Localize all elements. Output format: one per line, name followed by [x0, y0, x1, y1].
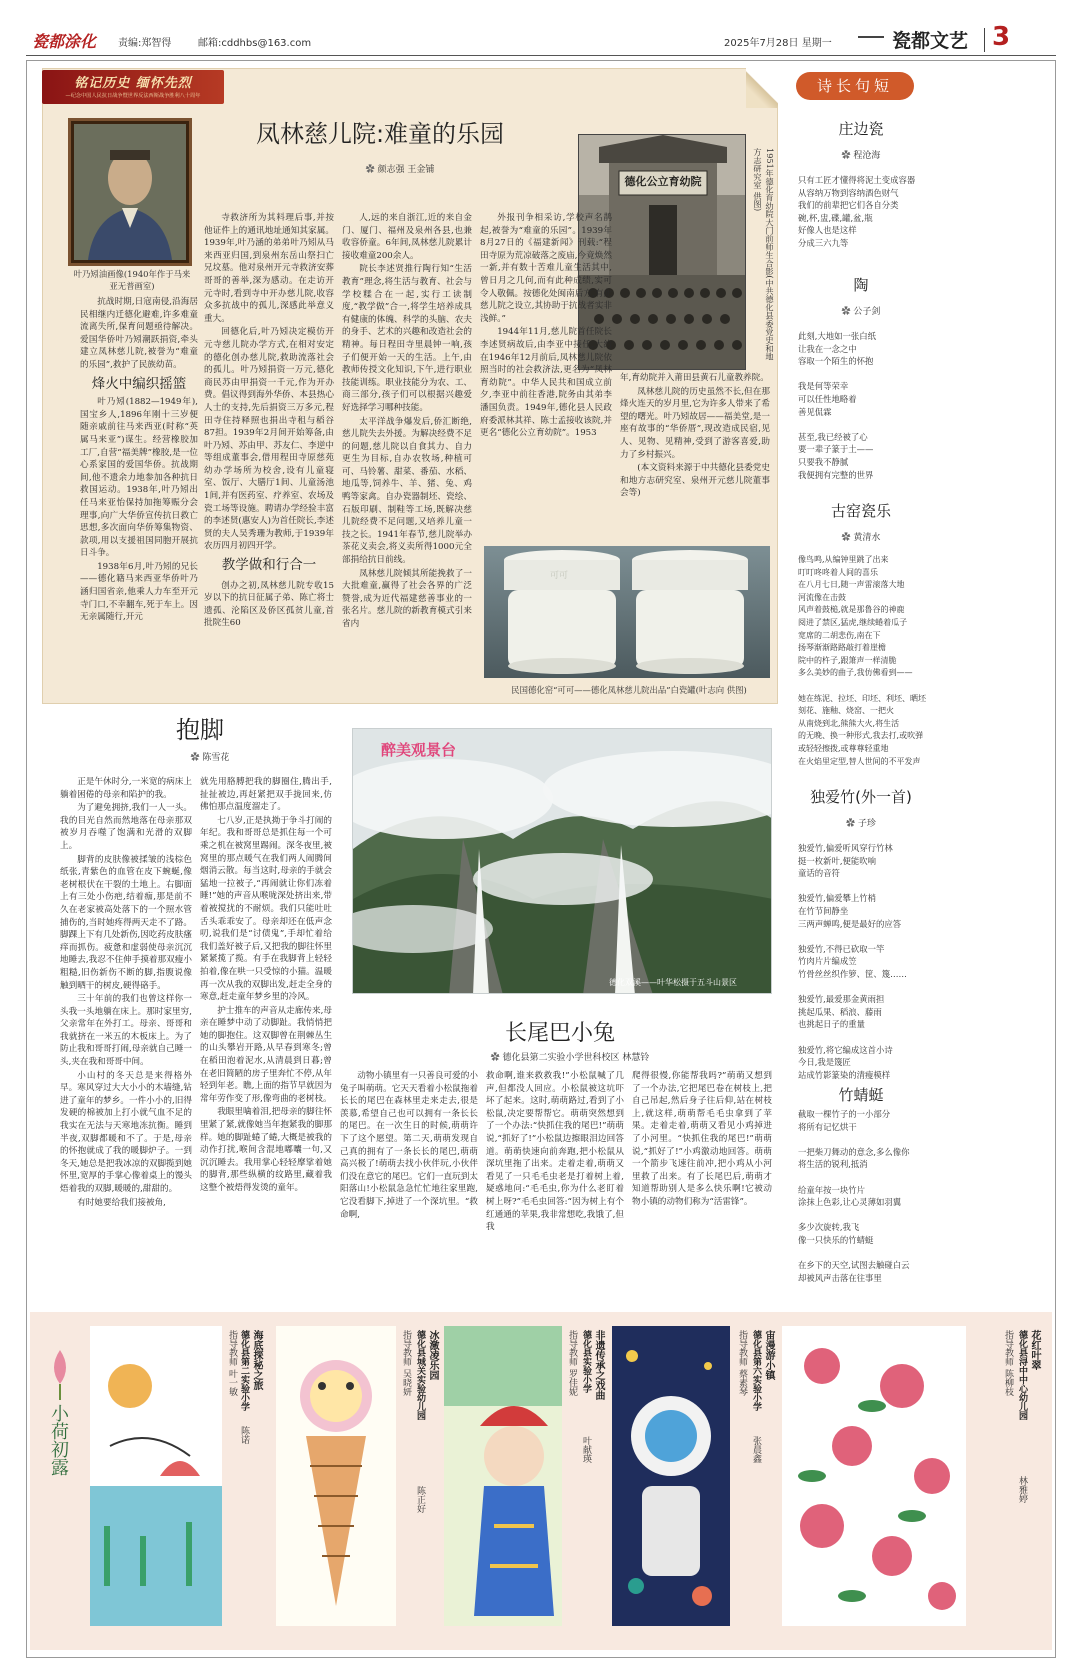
artwork-image [782, 1326, 966, 1626]
poem-title-3: 古窑瓷乐 [830, 502, 891, 520]
page-number: 3 [992, 22, 1011, 52]
masthead-logo: 瓷都涂化 [32, 32, 97, 51]
poem-author-4 [786, 816, 936, 829]
baojiao-paragraph: 七八岁,正是执拗于争斗打闹的年纪。我和哥哥总是抓住每一个可乘之机在被窝里踢闹。深冬夜里,被窝里的那点暖气在我们两人闹腾间烟消云散。每当这时,母亲的手就会猛地一拉被子,“再闹就让你们冻着睡!”她的声音从喉咙深处挤出来,带着被搅扰的不耐烦。我们只能吐吐舌头乖乖安了。母亲却还在低声念叨,说我们是“讨债鬼”,手却忙着给我们盖好被子后,又把我的脚往怀里紧紧揽了揽。有手在我脚背上轻轻拍着,像在哄一只受惊的小猫。温暖再一次从我的双脚出发,赶走全身的寒意,赶走童年梦乡里的冷风。 [200, 815, 332, 1003]
flower-icon: ✿ [841, 151, 854, 161]
art-teacher: 指导教师 罗佳妮 [567, 1330, 577, 1396]
jars-caption: 民国德化窑“可可——德化凤林慈儿院出品”白瓷罐(叶志向 供图) [511, 685, 747, 695]
feature-paragraph: 叶乃矧(1882—1949年),国宝乡人,1896年刚十三岁便随亲戚前往马来西亚(时称“英属马来亚”)谋生。经营橡胶加工厂,自营“福美牌”橡胶,是一位心系家国的爱国华侨。抗战期间,他不遗余力地参加各种抗日救国运动。1938年,叶乃矧出任马来亚怡保持加拖筹赈分会理事,向广大华侨宣传抗日救亡思想,多次面向华侨筹集物资、款项,用以支援祖国同胞开展抗日斗争。 [80, 397, 198, 559]
baojiao-paragraph: 就先用胳膊把我的脚圈住,腾出手,扯扯被边,再赶紧把双手拢回来,仿佛怕那点温度溜走了。 [200, 777, 332, 813]
rabbit-paragraph: 动物小镇里有一只善良可爱的小兔子叫萌萌。它天天看着小松鼠拖着长长的尾巴在森林里走来走去,很是羡慕,希望自己也可以拥有一条长长的尾巴。在一次生日的时候,萌萌许下了这个愿望。第二天,萌萌发现自己真的拥有了一条长长的尾巴,萌萌高兴极了!萌萌去找小伙伴玩,小伙伴们没在意它的尾巴。它们一直玩到太阳落山!小松鼠急急忙忙地往家里跑,它没看脚下,掉进了一个深坑里。“救命啊, [340, 1071, 478, 1220]
masthead [26, 22, 1056, 56]
feature-subhead-2: 教学做和行合一 [221, 557, 317, 574]
art-school: 德化县浔中中心幼儿园 [1017, 1330, 1027, 1420]
art-column-label [40, 1340, 84, 1640]
flower-icon: ✿ [841, 307, 854, 317]
feature-paragraph: 抗战时期,日寇南侵,沿海居民相继内迁德化避难,许多难童流离失所,保育问题亟待解决。爱国华侨叶乃矧潮跃捐资,牵头建立凤林慈儿院,被誉为“难童的乐园”,救护了民族幼苗。 [80, 297, 198, 370]
art-student: 叶献瑛 [581, 1436, 591, 1463]
feature-col-1 [80, 296, 198, 686]
poem-author-text: 子珍 [857, 819, 876, 829]
baojiao-paragraph: 我眼里噙着泪,把母亲的脚往怀里紧了紧,就像她当年抱紧我的脚那样。她的脚趾蜷了蜷,大概是被我的动作打扰,喉间含混地嘟囔一句,又沉沉睡去。我用掌心轻轻摩挲着她的脚背,那些纵横的纹路里,藏着我这整个被焐得发烫的童年。 [200, 1107, 332, 1193]
feature-subhead-1: 烽火中编织摇篮 [91, 375, 187, 392]
art-teacher: 指导教师 蔡素琴 [737, 1330, 747, 1396]
feature-paragraph: 创办之初,凤林慈儿院专收15岁以下的抗日征属子弟、陈亡将士遗孤、沦陷区及侨区孤贫儿童,首批院生60 [204, 580, 334, 629]
rabbit-col-2 [486, 1070, 624, 1296]
poem-title-5: 竹蜻蜓 [838, 1086, 884, 1104]
masthead-divider [858, 36, 884, 38]
art-title: 海底探秘之旅 [251, 1330, 262, 1390]
poem-text-5: 截取一棵竹子的一小部分 将所有记忆烘干 一把柴刀舞动的意念,多么像你 将生活的锐利,抵消 给童年按一块竹片 涂抹上色彩,让心灵薄如羽翼 多少次旋转,我飞 像一只快乐的竹蜻蜓 在乡下的天空,试图去触碰白云 却被风声击落在往事里 [798, 1109, 910, 1283]
art-school: 德化县第二实验小学 [239, 1330, 249, 1411]
baojiao-paragraph: 为了避免拥挤,我们一人一头。我的目光自然而然地落在母亲那双被岁月吞噬了饱满和光滑的双脚上。 [60, 803, 192, 851]
art-school: 德化县城关实验幼儿园 [415, 1330, 425, 1420]
feature-byline-text: 颜志强 王金铺 [377, 165, 435, 175]
art-item-1 [90, 1326, 272, 1634]
feature-paragraph: 凤林慈儿院倾其所能挽救了一大批难童,赢得了社会各界的广泛赞誉,成为近代福建慈善事业的一张名片。慈儿院的新教育模式引来省内 [342, 568, 472, 629]
art-school: 德化县第六实验小学 [751, 1330, 761, 1411]
poem-author-text: 程沧海 [853, 151, 881, 161]
portrait-image [74, 124, 186, 260]
baojiao-paragraph: 脚背的皮肤像被揉皱的浅棕色纸张,青紫色的血管在皮下蜿蜒,像老树根伏在干裂的土地上。右脚面上有三处小伤疤,结着痂,那是前不久在老家被高处落下的一个照水管捕伤的,当时她疼得两天走不了路。脚踝上下有几处新伤,因吃药皮肤瘙痒而抓伤。疲惫和虚弱使母亲沉沉地睡去,我忍不住伸手摸着那双瘦小粗糙,旧伤新伤不断的脚,指腹说像触到晒干的树皮,硬得硌手。 [60, 854, 192, 991]
poem-text-3: 像鸟鸣,从编钟里跳了出来 叮叮咚咚着人间的喜乐 在八月七日,随一声雷滚落大地 河流像在击鼓 风声着鼓槌,就是那鲁谷的神鹿 阅进了禁区,猛虎,继续蜷着瓜子 宽席的二胡悲伤,南在下 扬琴渐渐路路敲打着崖檐 院中的杵子,跟箫声一样清脆 多么美妙的曲子,我仿佛看到—— 她在练泥、拉坯、印坯、利坯、晒坯 刻花、施釉、烧窑、一把火 从南烧到北,熊熊大火,将生活 的无晚、换一种形式,我去打,或吹弹 或轻轻擦拨,或尊尊轻重地 在火焰里定型,替人世间的不平发声 [798, 555, 926, 766]
feature-paragraph: 1944年11月,慈儿院首任院长李述贤病故后,由李亚中接任,大约在1946年12月前后,凤林慈儿院依照当时的社会救济法,更名为“凤林育幼院”。中华人民共和国成立前夕,李亚中前往香港,院务由其弟李潘国负责。1949年,德化县人民政府委派林其祥、陈士孟接收该院,并更名“德化公立育幼院”。1953 [480, 327, 612, 439]
baojiao-paragraph: 护士推车的声音从走廊传来,母亲在睡梦中动了动脚趾。我悄悄把她的脚抱住。这双脚曾在荆棘丛生的山头攀岩开路,从早春到寒冬;曾在稻田泡着泥水,从清晨到日暮;曾在老旧简陋的房子里奔忙不停,从年轻到年老。瞧,上面的指节早就因为常年劳作变了形,像弯曲的老树枝。 [200, 1005, 332, 1104]
section-title: 瓷都文艺 [892, 30, 969, 52]
art-title: 冰激凌乐园 [427, 1330, 438, 1380]
poem-text-4: 独爱竹,偏爱听风穿行竹林 挺一枚新叶,便能吹响 童话的音符 独爱竹,偏爱攀上竹梢 在竹节间静坐 三两声蝉鸣,便是最好的应答 独爱竹,不得已砍取一竿 竹肉片片编成笠 竹骨丝丝织作箩、筐、篾…… 独爱竹,最爱那金黄雨担 挑起瓜果、稻浪、藤雨 也挑起日子的重量 独爱竹,将它编成这首小诗 今日,我是篾匠 站成竹影篆染的清瘦模样 [798, 843, 907, 1080]
feature-paragraph: 人,远的来自浙江,近的来自金门、厦门、福州及泉州各县,也兼收容侨童。6年间,凤林慈儿院累计接收难童200余人。 [342, 213, 472, 261]
feature-col-2 [204, 212, 334, 686]
scenic-label: 醉美观景台 [381, 741, 457, 759]
feature-col-3 [342, 212, 472, 686]
feature-byline [340, 162, 460, 175]
rabbit-byline [420, 1050, 720, 1063]
art-teacher: 指导教师 吴晓妍 [401, 1330, 411, 1396]
baojiao-paragraph: 小山村的冬天总是来得格外早。寒风穿过大大小小的木墙缝,钻进了童年的梦乡。一件小小的,旧得发硬的棉被加上打小就气血不足的我实在无法与天寒地冻抗衡。睡到半夜,双脚都暖和不了。于是,母亲的怀抱就成了我的暖脚炉子。一到冬天,她总是把我冰凉的双脚揽到她怀里,宽厚的手掌心像着桌上的馒头焐着我的双脚,暖暖的,甜甜的。 [60, 1070, 192, 1194]
art-item-2 [276, 1326, 442, 1634]
art-title: 非遗传承之戏曲 [593, 1330, 604, 1400]
portrait-frame [68, 118, 192, 266]
rabbit-title: 长尾巴小兔 [504, 1021, 615, 1046]
portrait-caption: 叶乃矧油画像(1940年作于马来亚无普画室) [73, 269, 191, 291]
school-sign: 德化公立育幼院 [624, 175, 702, 188]
poem-author-1 [786, 148, 936, 161]
feature-paragraph: (本文资料来源于中共德化县委党史和地方志研究室、泉州开元慈儿院董事会等) [620, 463, 770, 499]
feature-paragraph: 1938年6月,叶乃矧的兄长——德化籍马来西亚华侨叶乃涵归国省亲,他乘人力车至开元寺门口,不幸翻车,死于车上。因无亲属随行,开元 [80, 561, 198, 623]
poem-text-2: 此刻,大地如一张白纸 让我在一念之中 容取一个陌生的怀抱 我是何等荣幸 可以任性地略着 善见侃霖 甚至,我已经被了心 要一辈子篆于土—— 只要我不静腻 我便拥有完整的世界 [798, 331, 877, 480]
feature-paragraph: 寺救济所为其料理后事,并按他证件上的通讯地址通知其家属。1939年,叶乃涵的弟弟叶乃矧从马来西亚归国,到泉州东岳山祭扫亡兄坟墓。他对泉州开元寺救济安葬哥哥的善举,深为感动。在走访开元寺时,看到寺中开办慈儿院,收容众多抗战中的孤儿,深感此举意义重大。 [204, 213, 334, 324]
feature-paragraph: 年,育幼院并入莆田县黄石儿童教养院。 [620, 373, 769, 383]
art-teacher: 指导教师 陈柳枝 [1003, 1330, 1013, 1396]
baojiao-title: 抱脚 [176, 716, 224, 744]
flower-icon: ✿ [846, 819, 858, 829]
feature-paragraph: 外报刊争相采访,学校声名鹊起,被誉为“难童的乐园”。1939年8月27日的《福建新闻》刊载:“程田寺原为荒凉破落之废庙,今竟焕然一新,并有数十苦难儿童生活其中,曾日月之几何,而有此种成绩,实可令人敬佩。按德化处闽南后方,有此慈儿院之设立,其协助于抗战者实非浅鲜。” [480, 213, 612, 324]
art-teacher: 指导教师 叶一敏 [227, 1330, 237, 1396]
banner-title: 铭记历史 缅怀先烈 [74, 76, 192, 91]
artwork-image [276, 1326, 396, 1626]
baojiao-col-1 [60, 776, 192, 1296]
art-student: 陈正好 [415, 1486, 425, 1513]
artwork-image [612, 1326, 730, 1626]
rabbit-paragraph: 爬得很慢,你能帮我吗?”萌萌又想到了一个办法,它把尾巴卷在树枝上,把自己吊起,然后身子往后仰,站在树枝上,就这样,萌萌帮毛毛虫拿到了苹果。走着走着,萌萌又看见小鸡掉进了小河里。“快抓住我的尾巴!”萌萌说,“抓好了!”小鸡激动地回答。萌萌一个箭步飞速往前冲,把小鸡从小河里救了出来。有了长尾巴后,萌萌才知道帮助别人是多么快乐啊!它被动物小镇的动物们称为“活雷锋”。 [632, 1071, 772, 1207]
feature-col-4 [480, 212, 612, 540]
baojiao-byline-text: 陈雪花 [202, 753, 230, 763]
scenic-photo [352, 728, 772, 994]
banner-subtitle: —纪念中国人民抗日战争暨世界反法西斯战争胜利八十周年 [65, 93, 201, 99]
masthead-date: 2025年7月28日 星期一 [724, 38, 832, 49]
poem-title-1: 庄边瓷 [838, 120, 884, 138]
art-student: 陈诺 [239, 1426, 249, 1444]
poem-author-text: 黄清水 [853, 533, 881, 543]
feature-paragraph: 太平洋战争爆发后,侨汇断绝,慈儿院失去外援。为解决经费不足的问题,慈儿院以自食其力、自力更生为目标,自办农牧场,种植可可、马铃薯、甜菜、番茄、水稻、地瓜等,饲养牛、羊、猪、兔、鸡鸭等家禽。自办瓷器制坯、瓷绘、石版印刷、制鞋等工场,既解决慈儿院经费不足问题,又培养儿童一技之长。1941年春节,慈儿院举办茶花义卖会,将义卖所得1000元全部捐给抗日前线。 [342, 416, 472, 566]
poem-text-1: 只有工匠才懂得将泥土变成容器 从容纳万物到容纳酒色财气 我们的前辈把它们各自分类 碗,杯,盅,碟,罐,盆,瓶 好像人也是这样 分成三六九等 [798, 175, 916, 248]
masthead-email: 邮箱:cddhbs@163.com [198, 38, 312, 49]
art-column-title: 小荷初露 [48, 1404, 69, 1476]
art-item-5 [782, 1326, 1046, 1634]
jars-photo [484, 546, 770, 678]
rabbit-col-1 [340, 1070, 478, 1296]
scenic-image [353, 729, 772, 994]
scenic-caption: 德化双溪——叶华松摄于五斗山景区 [609, 978, 737, 987]
baojiao-col-2 [200, 776, 332, 1296]
flower-icon: ✿ [190, 753, 203, 763]
feature-col-5 [620, 372, 770, 538]
poem-author-2 [786, 304, 936, 317]
baojiao-paragraph: 三十年前的我们也曾这样你一头我一头地躺在床上。那时家里穷,父亲常年在外打工。母亲、哥哥和我就挤在一米五的木板床上。为了防止我和哥哥打闹,母亲就自己睡一头,夹在我和哥哥中间。 [60, 994, 192, 1068]
feature-paragraph: 凤林慈儿院的历史虽然不长,但在那烽火连天的岁月里,它为许多人带来了希望的曙光。叶乃矧故居——福美堂,是一座有故事的“华侨厝”,现改造成民宿,见人、见物、见精神,受到了游客喜爱,助力了乡村振兴。 [620, 386, 770, 460]
art-school: 德化县实验小学 [581, 1330, 591, 1393]
history-banner [42, 70, 224, 104]
art-student: 张晨鑫 [751, 1436, 761, 1463]
artwork-image [444, 1326, 562, 1626]
art-item-3 [444, 1326, 608, 1634]
artwork-image [90, 1326, 222, 1626]
feature-title: 凤林慈儿院:难童的乐园 [255, 120, 505, 148]
jars-image [484, 546, 770, 678]
rabbit-paragraph: 救命啊,谁来救救我!”小松鼠喊了几声,但都没人回应。小松鼠被这坑吓坏了起来。这时,萌萌路过,看到了小松鼠,决定要帮帮它。萌萌突然想到了一个办法:“快抓住我的尾巴!”萌萌说,“抓好了!”小松鼠边擦眼泪边回答道。萌萌快速向前奔跑,把小松鼠从深坑里拖了出来。走着走着,萌萌又看见了一只毛毛虫老是打着树上着,疑惑地问:“毛毛虫,你为什么老盯着树上呀?”毛毛虫回答:“因为树上有个红通通的苹果,我非常想吃,我饿了,但我 [486, 1071, 624, 1233]
poetry-sidebar [786, 68, 1048, 1300]
rabbit-col-3 [632, 1070, 772, 1296]
poem-title-2: 陶 [853, 276, 869, 294]
art-student: 林雅婷 [1017, 1476, 1027, 1503]
art-title: 花红叶翠 [1029, 1330, 1040, 1370]
jar-mark: 可可 [550, 571, 569, 581]
page-curl [746, 68, 778, 108]
baojiao-paragraph: 正是午休时分,一米宽的病床上躺着困倦的母亲和陷护的我。 [60, 777, 192, 800]
flower-icon: ✿ [841, 533, 854, 543]
flower-icon: ✿ [365, 165, 378, 175]
poem-author-text: 公子剑 [853, 307, 881, 317]
lotus-icon [40, 1340, 80, 1400]
masthead-sep [984, 28, 985, 52]
school-photo-caption: 1951年德化育幼院大门前师生合影(中共德化县委党史和地方志研究室 供图) [753, 148, 775, 361]
masthead-editor: 责编:郑智得 [118, 38, 172, 49]
sidebar-label: 诗长句短 [796, 72, 914, 100]
poem-title-4: 独爱竹(外一首) [810, 788, 912, 806]
feature-paragraph: 回德化后,叶乃矧决定模仿开元寺慈儿院办学方式,在相对安定的德化创办慈儿院,救助流落社会的孤儿。叶乃矧捐资一万元,德化商民苏由甲捐资一千元,作为开办费。倡议得到海外华侨、本县热心人士的支持,先后捐资三万多元,程田寺住持释照也捐出寺租与稻谷87担。1939年2月间开始筹备,由叶乃矧、苏由甲、苏友仁、李逆中等组成董事会,借用程田寺原慈苑幼办学场所为校舍,设有儿童寝室、饭厅、大膳厅1间、儿童汤池1间,并有医药室、疗养室、农场及瓷工场等设施。聘请办学经验丰富的李述贤(惠安人)为首任院长,李述贤的夫人吴秀珊为教师,于1939年农历四月初四开学。 [204, 327, 334, 552]
baojiao-paragraph: 有时她要给我们接被角, [77, 1197, 166, 1208]
baojiao-byline [160, 750, 260, 763]
art-title: 宙漫游小镇 [763, 1330, 774, 1380]
feature-paragraph: 院长李述贤推行陶行知“生活教育”理念,将生活与教育、社会与学校糅合在一起,实行工读制度,“教学做”合一,将学生培养成具有健康的体魄、科学的头脑、农夫的身手、艺术的兴趣和改造社会的精神。每日程田寺里晨钟一响,孩子们便开始一天的生活。上午,由教师传授文化知识,下午,进行职业技能训练。职业技能分为农、工、商三部分,孩子们可以根据兴趣爱好选择学习哪种技能。 [342, 264, 472, 413]
art-item-4 [612, 1326, 778, 1634]
poem-author-3 [786, 530, 936, 543]
flower-icon: ✿ [490, 1053, 503, 1063]
rabbit-byline-text: 德化县第二实验小学世科校区 林慧铃 [502, 1053, 650, 1063]
